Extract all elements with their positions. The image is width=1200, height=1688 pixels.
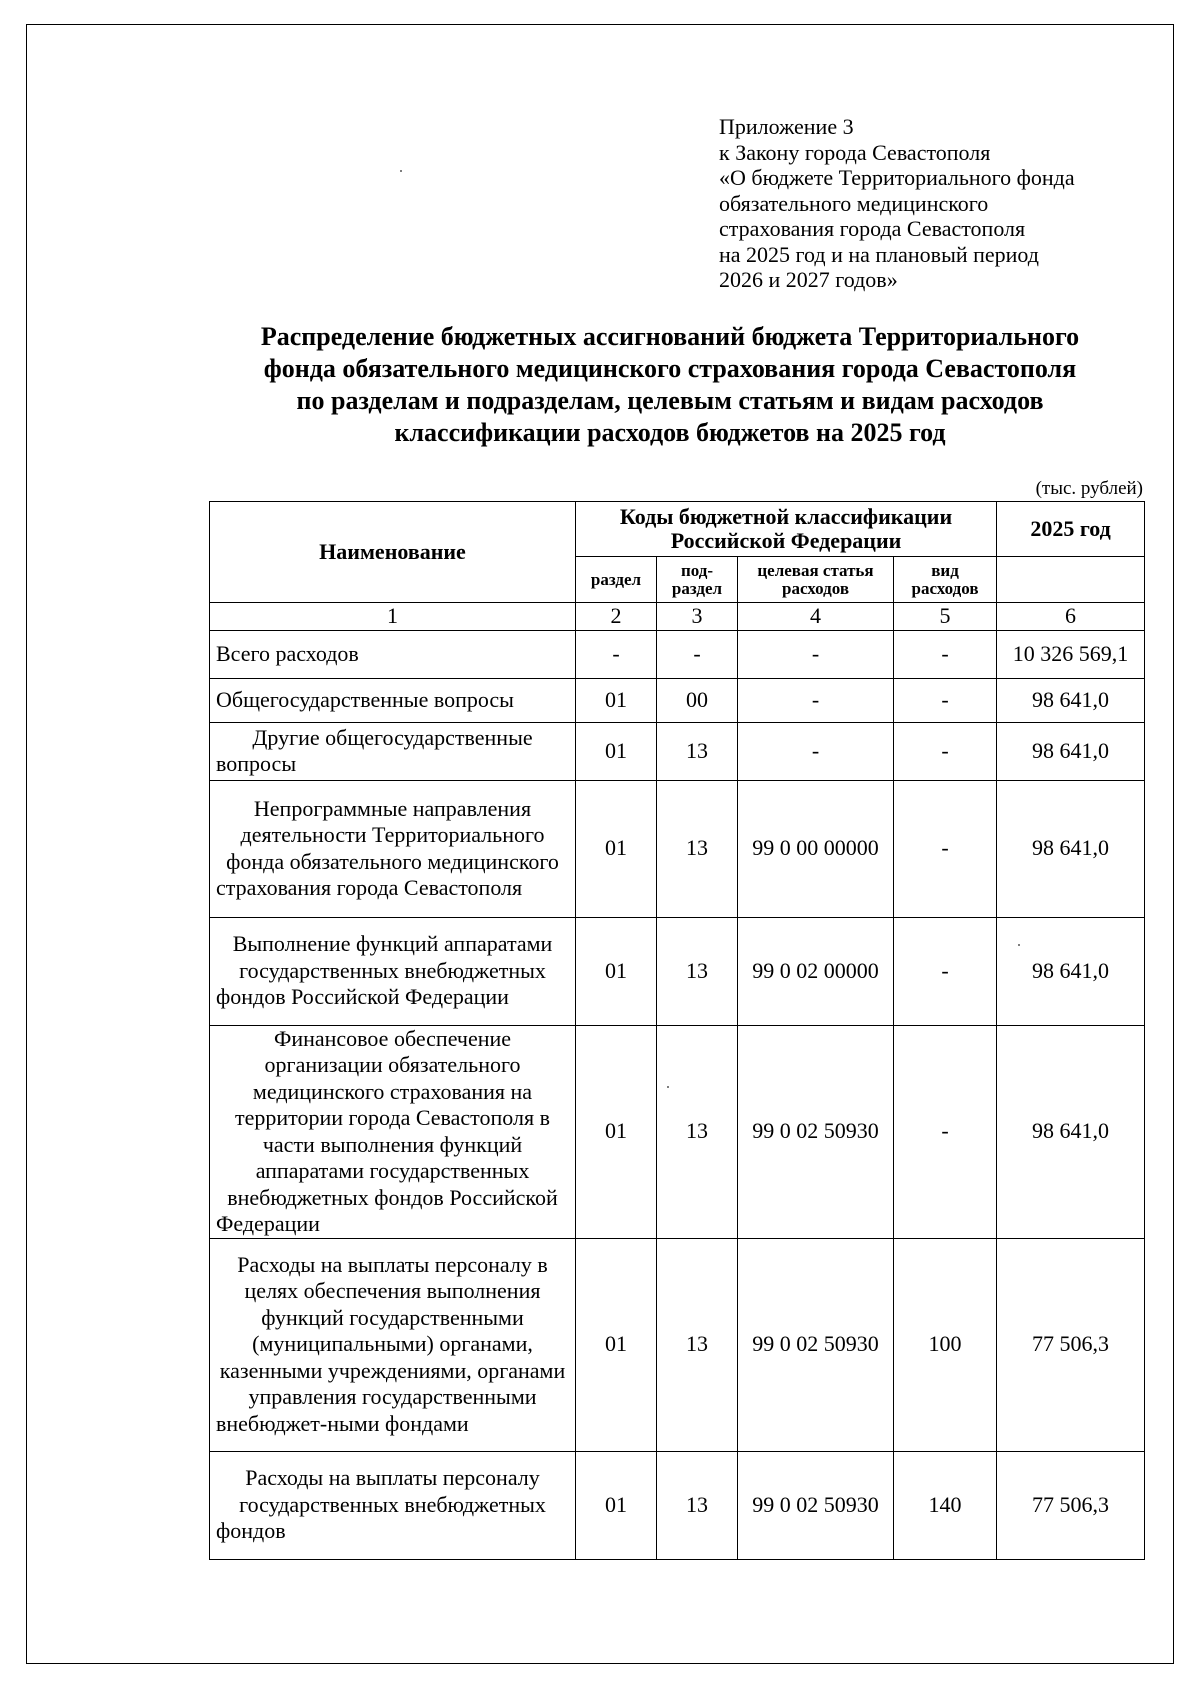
row-section: - xyxy=(576,630,657,678)
table-row xyxy=(210,1238,1145,1451)
table-row xyxy=(210,1025,1145,1238)
table-row xyxy=(210,722,1145,780)
row-subsection: 13 xyxy=(657,722,738,780)
row-name: Другие общегосударственные вопросы xyxy=(210,722,576,780)
row-subsection: 00 xyxy=(657,678,738,722)
header-section: раздел xyxy=(576,557,657,603)
appendix-note xyxy=(719,114,1139,293)
row-target: 99 0 02 50930 xyxy=(738,1451,894,1559)
header-codes: Коды бюджетной классификации Российской Федерации xyxy=(576,502,997,557)
row-section: 01 xyxy=(576,1238,657,1451)
row-name: Финансовое обеспечение организации обязательного медицинского страхования на территории города Севастополя в части выполнения функций аппаратами государственных внебюджетных фондов Российской Федерации xyxy=(210,1025,576,1238)
row-kind: 100 xyxy=(894,1238,997,1451)
appendix-line: Приложение 3 xyxy=(719,114,854,139)
row-kind: - xyxy=(894,678,997,722)
column-numbers-row xyxy=(210,603,1145,631)
row-subsection: 13 xyxy=(657,1238,738,1451)
appendix-line: «О бюджете Территориального фонда xyxy=(719,165,1075,190)
scan-speck xyxy=(400,170,402,172)
row-amount: 98 641,0 xyxy=(997,917,1145,1025)
row-subsection: 13 xyxy=(657,780,738,917)
header-subsection: под- раздел xyxy=(657,557,738,603)
row-subsection: 13 xyxy=(657,1451,738,1559)
title-line: по разделам и подразделам, целевым статьям и видам расходов xyxy=(296,386,1044,415)
column-number: 1 xyxy=(210,603,576,631)
table-row xyxy=(210,917,1145,1025)
row-name: Всего расходов xyxy=(210,630,576,678)
budget-table xyxy=(209,501,1145,1560)
appendix-line: страхования города Севастополя xyxy=(719,216,1026,241)
table-row xyxy=(210,630,1145,678)
row-kind: - xyxy=(894,722,997,780)
row-target: - xyxy=(738,630,894,678)
column-number: 2 xyxy=(576,603,657,631)
row-amount: 10 326 569,1 xyxy=(997,630,1145,678)
header-target: целевая статья расходов xyxy=(738,557,894,603)
row-amount: 77 506,3 xyxy=(997,1238,1145,1451)
row-target: 99 0 02 00000 xyxy=(738,917,894,1025)
units-label: (тыс. рублей) xyxy=(1035,478,1143,499)
row-amount: 77 506,3 xyxy=(997,1451,1145,1559)
row-kind: - xyxy=(894,1025,997,1238)
row-name: Общегосударственные вопросы xyxy=(210,678,576,722)
row-name: Расходы на выплаты персоналу государственных внебюджетных фондов xyxy=(210,1451,576,1559)
row-subsection: - xyxy=(657,630,738,678)
table-row xyxy=(210,1451,1145,1559)
appendix-line: 2026 и 2027 годов» xyxy=(719,267,898,292)
column-number: 5 xyxy=(894,603,997,631)
table-row xyxy=(210,780,1145,917)
row-name: Выполнение функций аппаратами государственных внебюджетных фондов Российской Федерации xyxy=(210,917,576,1025)
header-name: Наименование xyxy=(210,502,576,603)
row-section: 01 xyxy=(576,780,657,917)
row-kind: - xyxy=(894,917,997,1025)
header-empty xyxy=(997,557,1145,603)
row-kind: - xyxy=(894,630,997,678)
row-amount: 98 641,0 xyxy=(997,780,1145,917)
row-kind: 140 xyxy=(894,1451,997,1559)
title-line: Распределение бюджетных ассигнований бюджета Территориального xyxy=(260,322,1080,351)
row-target: 99 0 02 50930 xyxy=(738,1238,894,1451)
header-row xyxy=(210,502,1145,557)
scan-speck xyxy=(667,1086,669,1088)
title-line: фонда обязательного медицинского страхования города Севастополя xyxy=(263,354,1077,383)
row-target: - xyxy=(738,722,894,780)
header-year: 2025 год xyxy=(997,502,1145,557)
appendix-line: обязательного медицинского xyxy=(719,190,989,216)
title-line: классификации расходов бюджетов на 2025 год xyxy=(394,418,946,447)
row-subsection: 13 xyxy=(657,917,738,1025)
column-number: 3 xyxy=(657,603,738,631)
appendix-line: к Закону города Севастополя xyxy=(719,139,991,165)
row-target: - xyxy=(738,678,894,722)
row-subsection: 13 xyxy=(657,1025,738,1238)
document-title xyxy=(205,321,1135,449)
row-amount: 98 641,0 xyxy=(997,722,1145,780)
row-section: 01 xyxy=(576,678,657,722)
appendix-line: на 2025 год и на плановый период xyxy=(719,241,1039,267)
row-amount: 98 641,0 xyxy=(997,1025,1145,1238)
table-row xyxy=(210,678,1145,722)
row-name: Непрограммные направления деятельности Территориального фонда обязательного медицинского страхования города Севастополя xyxy=(210,780,576,917)
column-number: 4 xyxy=(738,603,894,631)
row-section: 01 xyxy=(576,917,657,1025)
row-section: 01 xyxy=(576,1025,657,1238)
row-amount: 98 641,0 xyxy=(997,678,1145,722)
column-number: 6 xyxy=(997,603,1145,631)
row-target: 99 0 00 00000 xyxy=(738,780,894,917)
scan-speck xyxy=(1018,944,1020,946)
row-section: 01 xyxy=(576,722,657,780)
row-kind: - xyxy=(894,780,997,917)
row-target: 99 0 02 50930 xyxy=(738,1025,894,1238)
header-kind: вид расходов xyxy=(894,557,997,603)
row-section: 01 xyxy=(576,1451,657,1559)
row-name: Расходы на выплаты персоналу в целях обеспечения выполнения функций государственными (муниципальными) органами, казенными учреждениями, органами управления государственными внебюджет-ными фондами xyxy=(210,1238,576,1451)
